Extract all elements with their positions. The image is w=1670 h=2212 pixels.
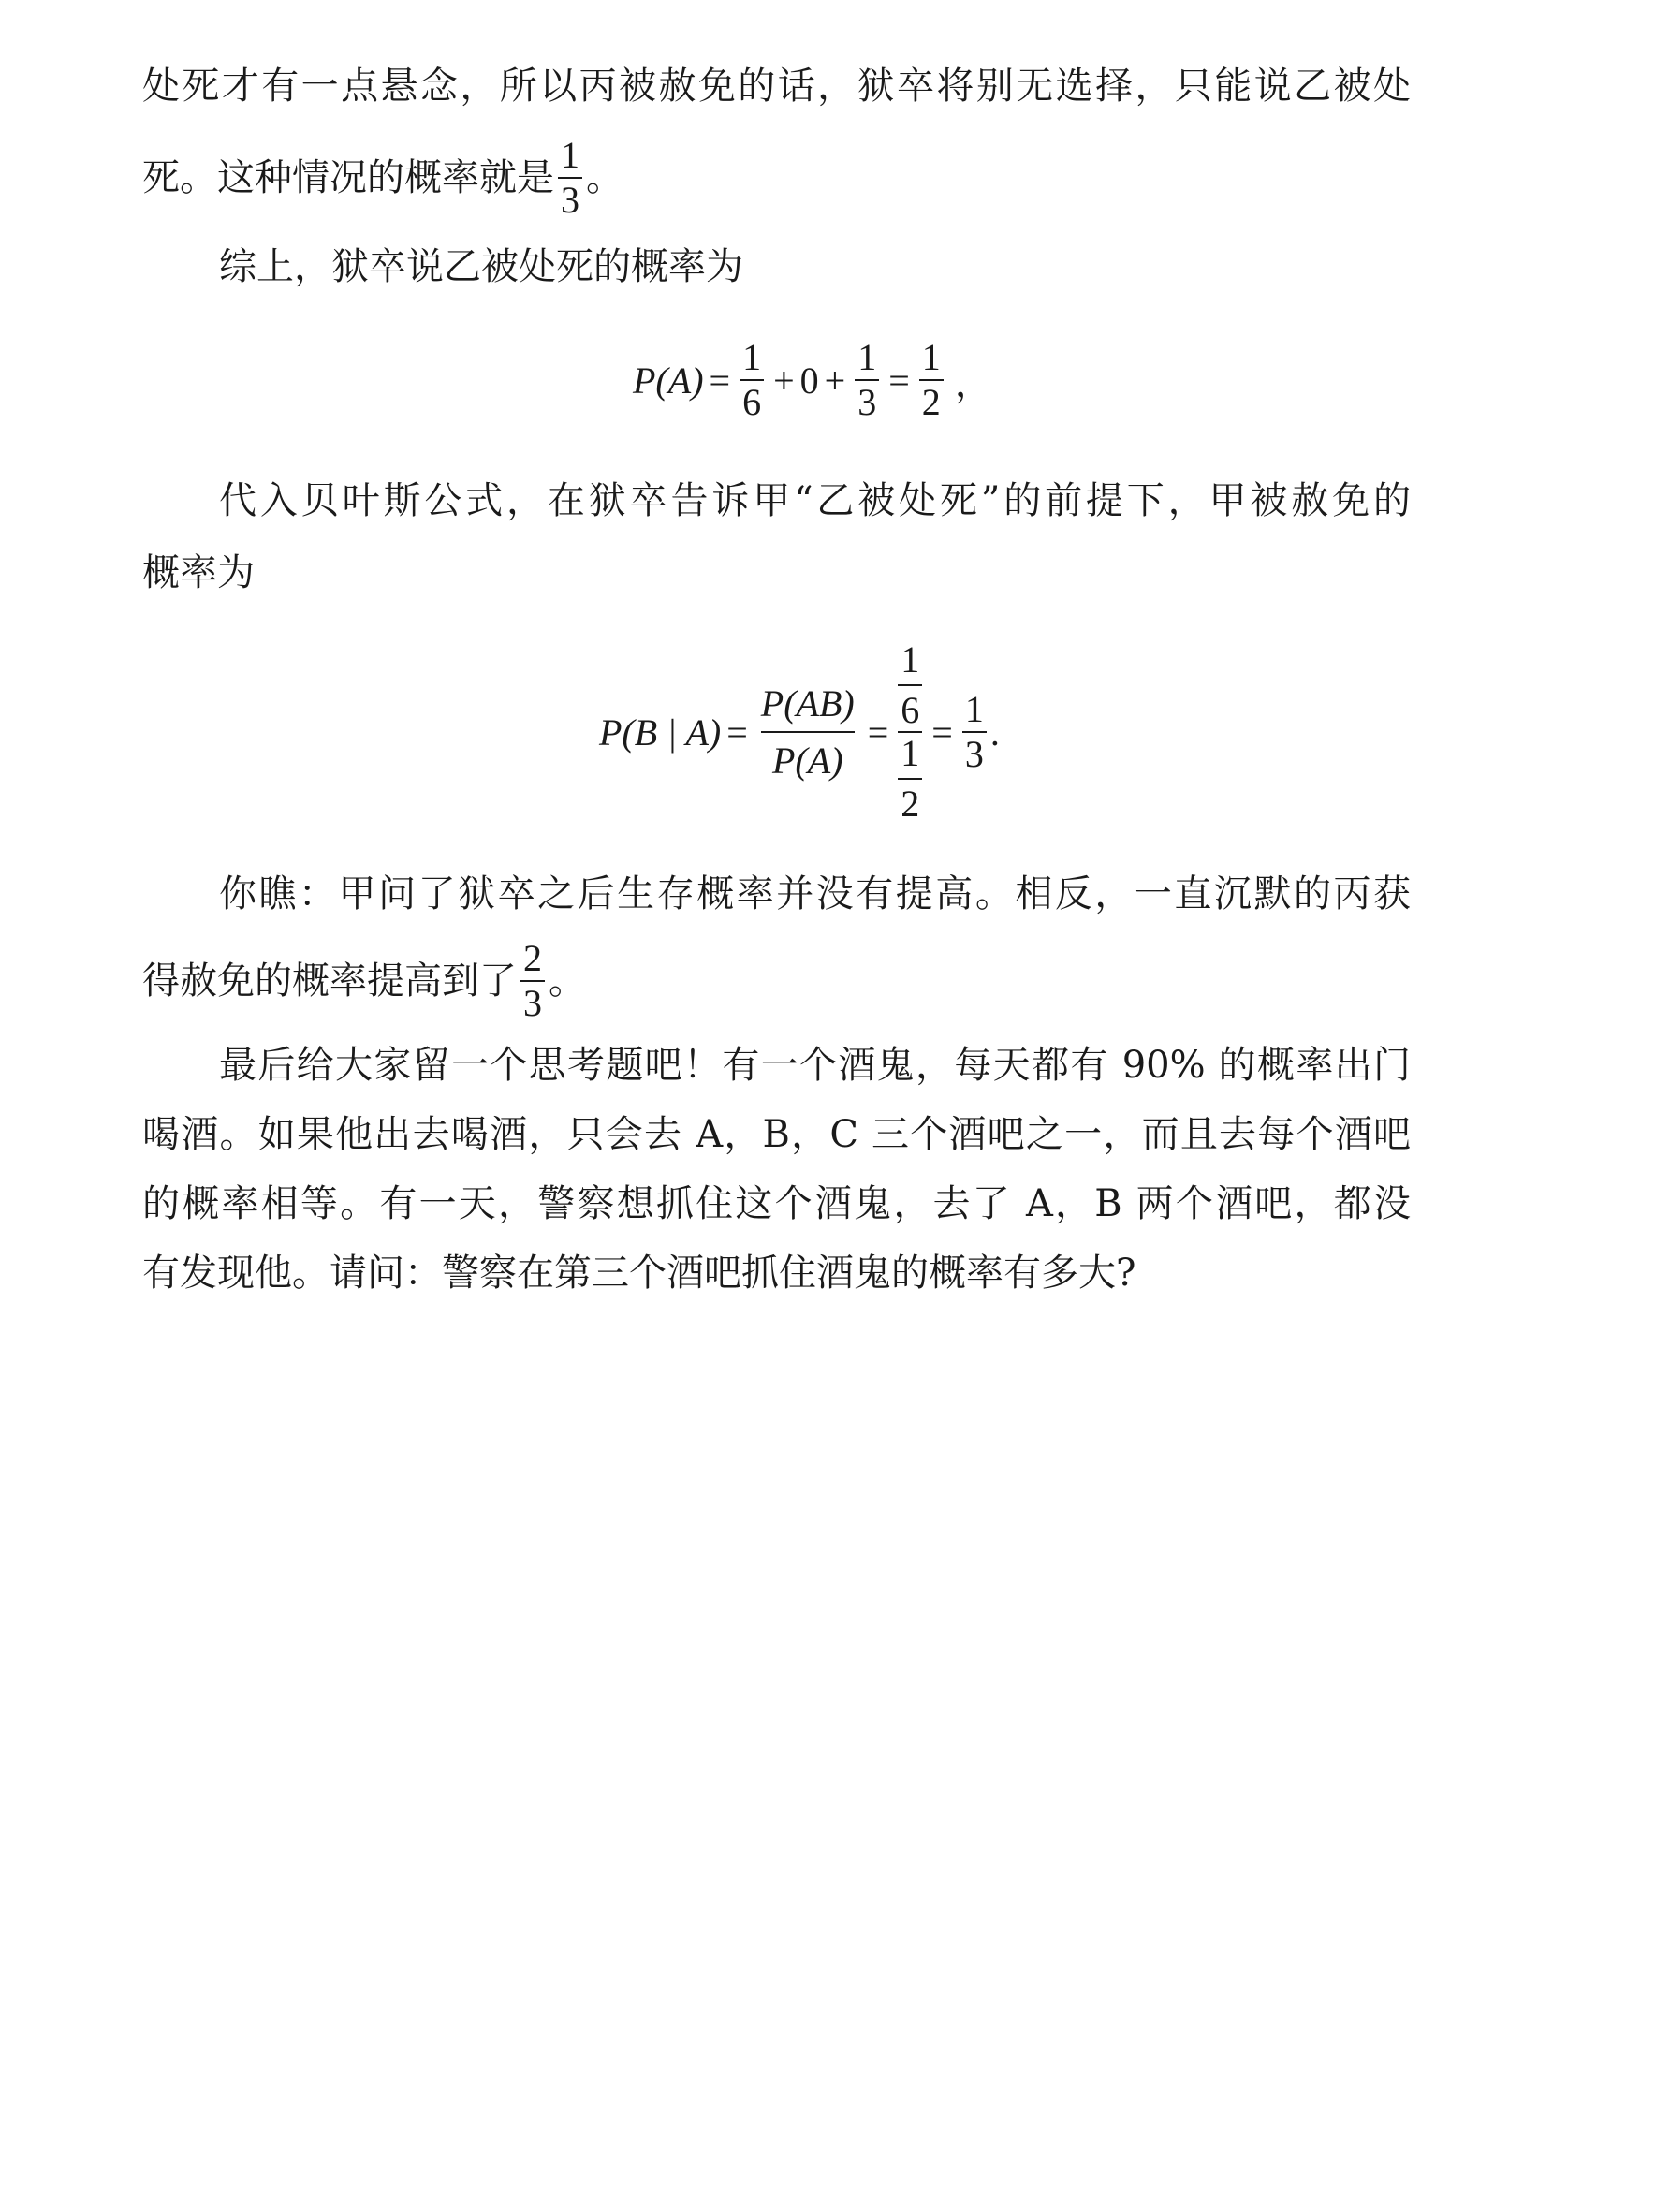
fraction: $\frac{1}{2}$ <box>898 735 922 823</box>
fraction: $\frac{1}{3}$ <box>855 339 879 421</box>
equation-p-a <box>633 336 992 423</box>
paragraph-line: 代入贝叶斯公式，在狱卒告诉甲“乙被处死”的前提下，甲被赦免的 <box>219 479 1411 522</box>
text-span: 。 <box>586 156 623 199</box>
eq-lhs: P(A) <box>633 359 704 402</box>
paragraph-line <box>142 937 586 1024</box>
nested-fraction <box>898 638 922 825</box>
eq-operator: = <box>867 710 889 754</box>
eq-operator: + <box>773 359 795 402</box>
fraction: $\frac{1}{6}$ <box>740 339 764 421</box>
fraction: $\frac{1}{3}$ <box>962 691 987 773</box>
paragraph-line: 概率为 <box>142 551 255 594</box>
eq-lhs: P(B | A) <box>599 710 722 754</box>
equation-bayes <box>599 638 1000 825</box>
eq-term: 0 <box>799 359 819 402</box>
eq-operator: = <box>709 359 731 402</box>
fraction-bayes: $\frac{P(AB)}{P(A)}$ <box>760 682 855 782</box>
eq-punct: ， <box>954 361 992 404</box>
paragraph-line: 的概率相等。有一天，警察想抓住这个酒鬼，去了 A，B 两个酒吧，都没 <box>142 1182 1411 1225</box>
paragraph-line: 喝酒。如果他出去喝酒，只会去 A，B，C 三个酒吧之一，而且去每个酒吧 <box>142 1113 1411 1156</box>
paragraph-line: 综上，狱卒说乙被处死的概率为 <box>219 245 743 288</box>
eq-operator: = <box>888 359 910 402</box>
eq-operator: = <box>726 710 748 754</box>
paragraph-line <box>142 134 623 221</box>
eq-punct: . <box>989 710 1000 754</box>
eq-operator: + <box>824 359 846 402</box>
paragraph-line: 有发现他。请问：警察在第三个酒吧抓住酒鬼的概率有多大? <box>142 1252 1136 1295</box>
paragraph-line: 处死才有一点悬念，所以丙被赦免的话，狱卒将别无选择，只能说乙被处 <box>142 65 1411 108</box>
fraction: $\frac{1}{2}$ <box>919 339 944 421</box>
paragraph-line: 最后给大家留一个思考题吧！有一个酒鬼，每天都有 90% 的概率出门 <box>219 1044 1411 1087</box>
text-span: 得赦免的概率提高到了 <box>142 960 517 1003</box>
fraction-one-third: $\frac{1}{3}$ <box>558 137 582 219</box>
text-span: 。 <box>549 960 586 1003</box>
fraction-two-thirds: $\frac{2}{3}$ <box>520 940 545 1022</box>
text-span: 死。这种情况的概率就是 <box>142 156 554 199</box>
eq-operator: = <box>931 710 953 754</box>
paragraph-line: 你瞧：甲问了狱卒之后生存概率并没有提高。相反，一直沉默的丙获 <box>219 872 1411 916</box>
fraction: $\frac{1}{6}$ <box>898 641 922 729</box>
